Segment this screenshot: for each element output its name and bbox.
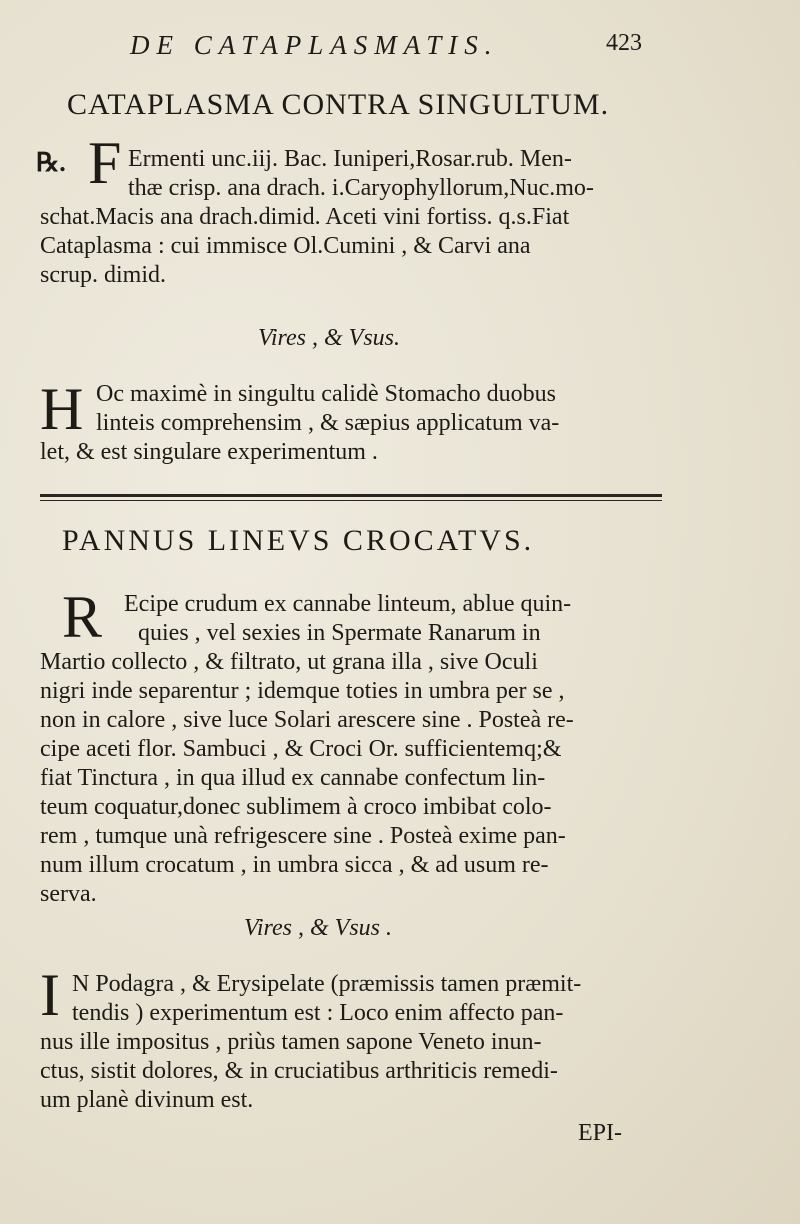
- drop-cap-f: F: [88, 130, 122, 196]
- section-title-pannus: PANNUS LINEVS CROCATVS.: [62, 524, 535, 557]
- paragraph-line: tendis ) experimentum est : Loco enim affecto pan-: [72, 1000, 564, 1026]
- section-divider: [40, 494, 662, 497]
- paragraph-line: linteis comprehensim , & sæpius applicatum va-: [96, 410, 560, 436]
- paragraph-line: fiat Tinctura , in qua illud ex cannabe confectum lin-: [40, 765, 546, 791]
- recipe-line: Ermenti unc.iij. Bac. Iuniperi,Rosar.rub. Men-: [128, 146, 572, 172]
- paragraph-line: Oc maximè in singultu calidè Stomacho duobus: [96, 381, 556, 407]
- paragraph-line: let, & est singulare experimentum .: [40, 439, 378, 465]
- paragraph-line: non in calore , sive luce Solari arescere sine . Posteà re-: [40, 707, 574, 733]
- paragraph-line: rem , tumque unà refrigescere sine . Posteà exime pan-: [40, 823, 566, 849]
- paragraph-line: Martio collecto , & filtrato, ut grana illa , sive Oculi: [40, 649, 538, 675]
- drop-cap-r: R: [62, 584, 103, 650]
- subheading-vires-usus: Vires , & Vsus .: [244, 915, 392, 941]
- paragraph-line: ctus, sistit dolores, & in cruciatibus arthriticis remedi-: [40, 1058, 558, 1084]
- recipe-line: Cataplasma : cui immisce Ol.Cumini , & Carvi ana: [40, 233, 531, 259]
- paragraph-line: cipe aceti flor. Sambuci , & Croci Or. sufficientemq;&: [40, 736, 562, 762]
- paragraph-line: N Podagra , & Erysipelate (præmissis tamen præmit-: [72, 971, 582, 997]
- paragraph-line: Ecipe crudum ex cannabe linteum, ablue quin-: [124, 591, 572, 617]
- page-number: 423: [606, 30, 642, 56]
- paragraph-line: quies , vel sexies in Spermate Ranarum in: [138, 620, 541, 646]
- recipe-line: schat.Macis ana drach.dimid. Aceti vini fortiss. q.s.Fiat: [40, 204, 570, 230]
- catchword: EPI-: [578, 1120, 622, 1146]
- paragraph-line: um planè divinum est.: [40, 1087, 254, 1113]
- drop-cap-h: H: [40, 376, 84, 442]
- paragraph-line: nigri inde separentur ; idemque toties in umbra per se ,: [40, 678, 565, 704]
- recipe-line: scrup. dimid.: [40, 262, 166, 288]
- paragraph-line: num illum crocatum , in umbra sicca , & ad usum re-: [40, 852, 549, 878]
- section-divider-thin: [40, 500, 662, 501]
- recipe-mark: ℞.: [36, 148, 66, 177]
- subheading-vires-usus: Vires , & Vsus.: [258, 325, 400, 351]
- paragraph-line: serva.: [40, 881, 97, 907]
- recipe-line: thæ crisp. ana drach. i.Caryophyllorum,Nuc.mo-: [128, 175, 594, 201]
- drop-cap-i: I: [40, 962, 60, 1028]
- section-title-cataplasma: CATAPLASMA CONTRA SINGULTUM.: [67, 88, 610, 121]
- paragraph-line: teum coquatur,donec sublimem à croco imbibat colo-: [40, 794, 552, 820]
- paragraph-line: nus ille impositus , priùs tamen sapone Veneto inun-: [40, 1029, 542, 1055]
- running-title: DE CATAPLASMATIS.: [130, 30, 499, 60]
